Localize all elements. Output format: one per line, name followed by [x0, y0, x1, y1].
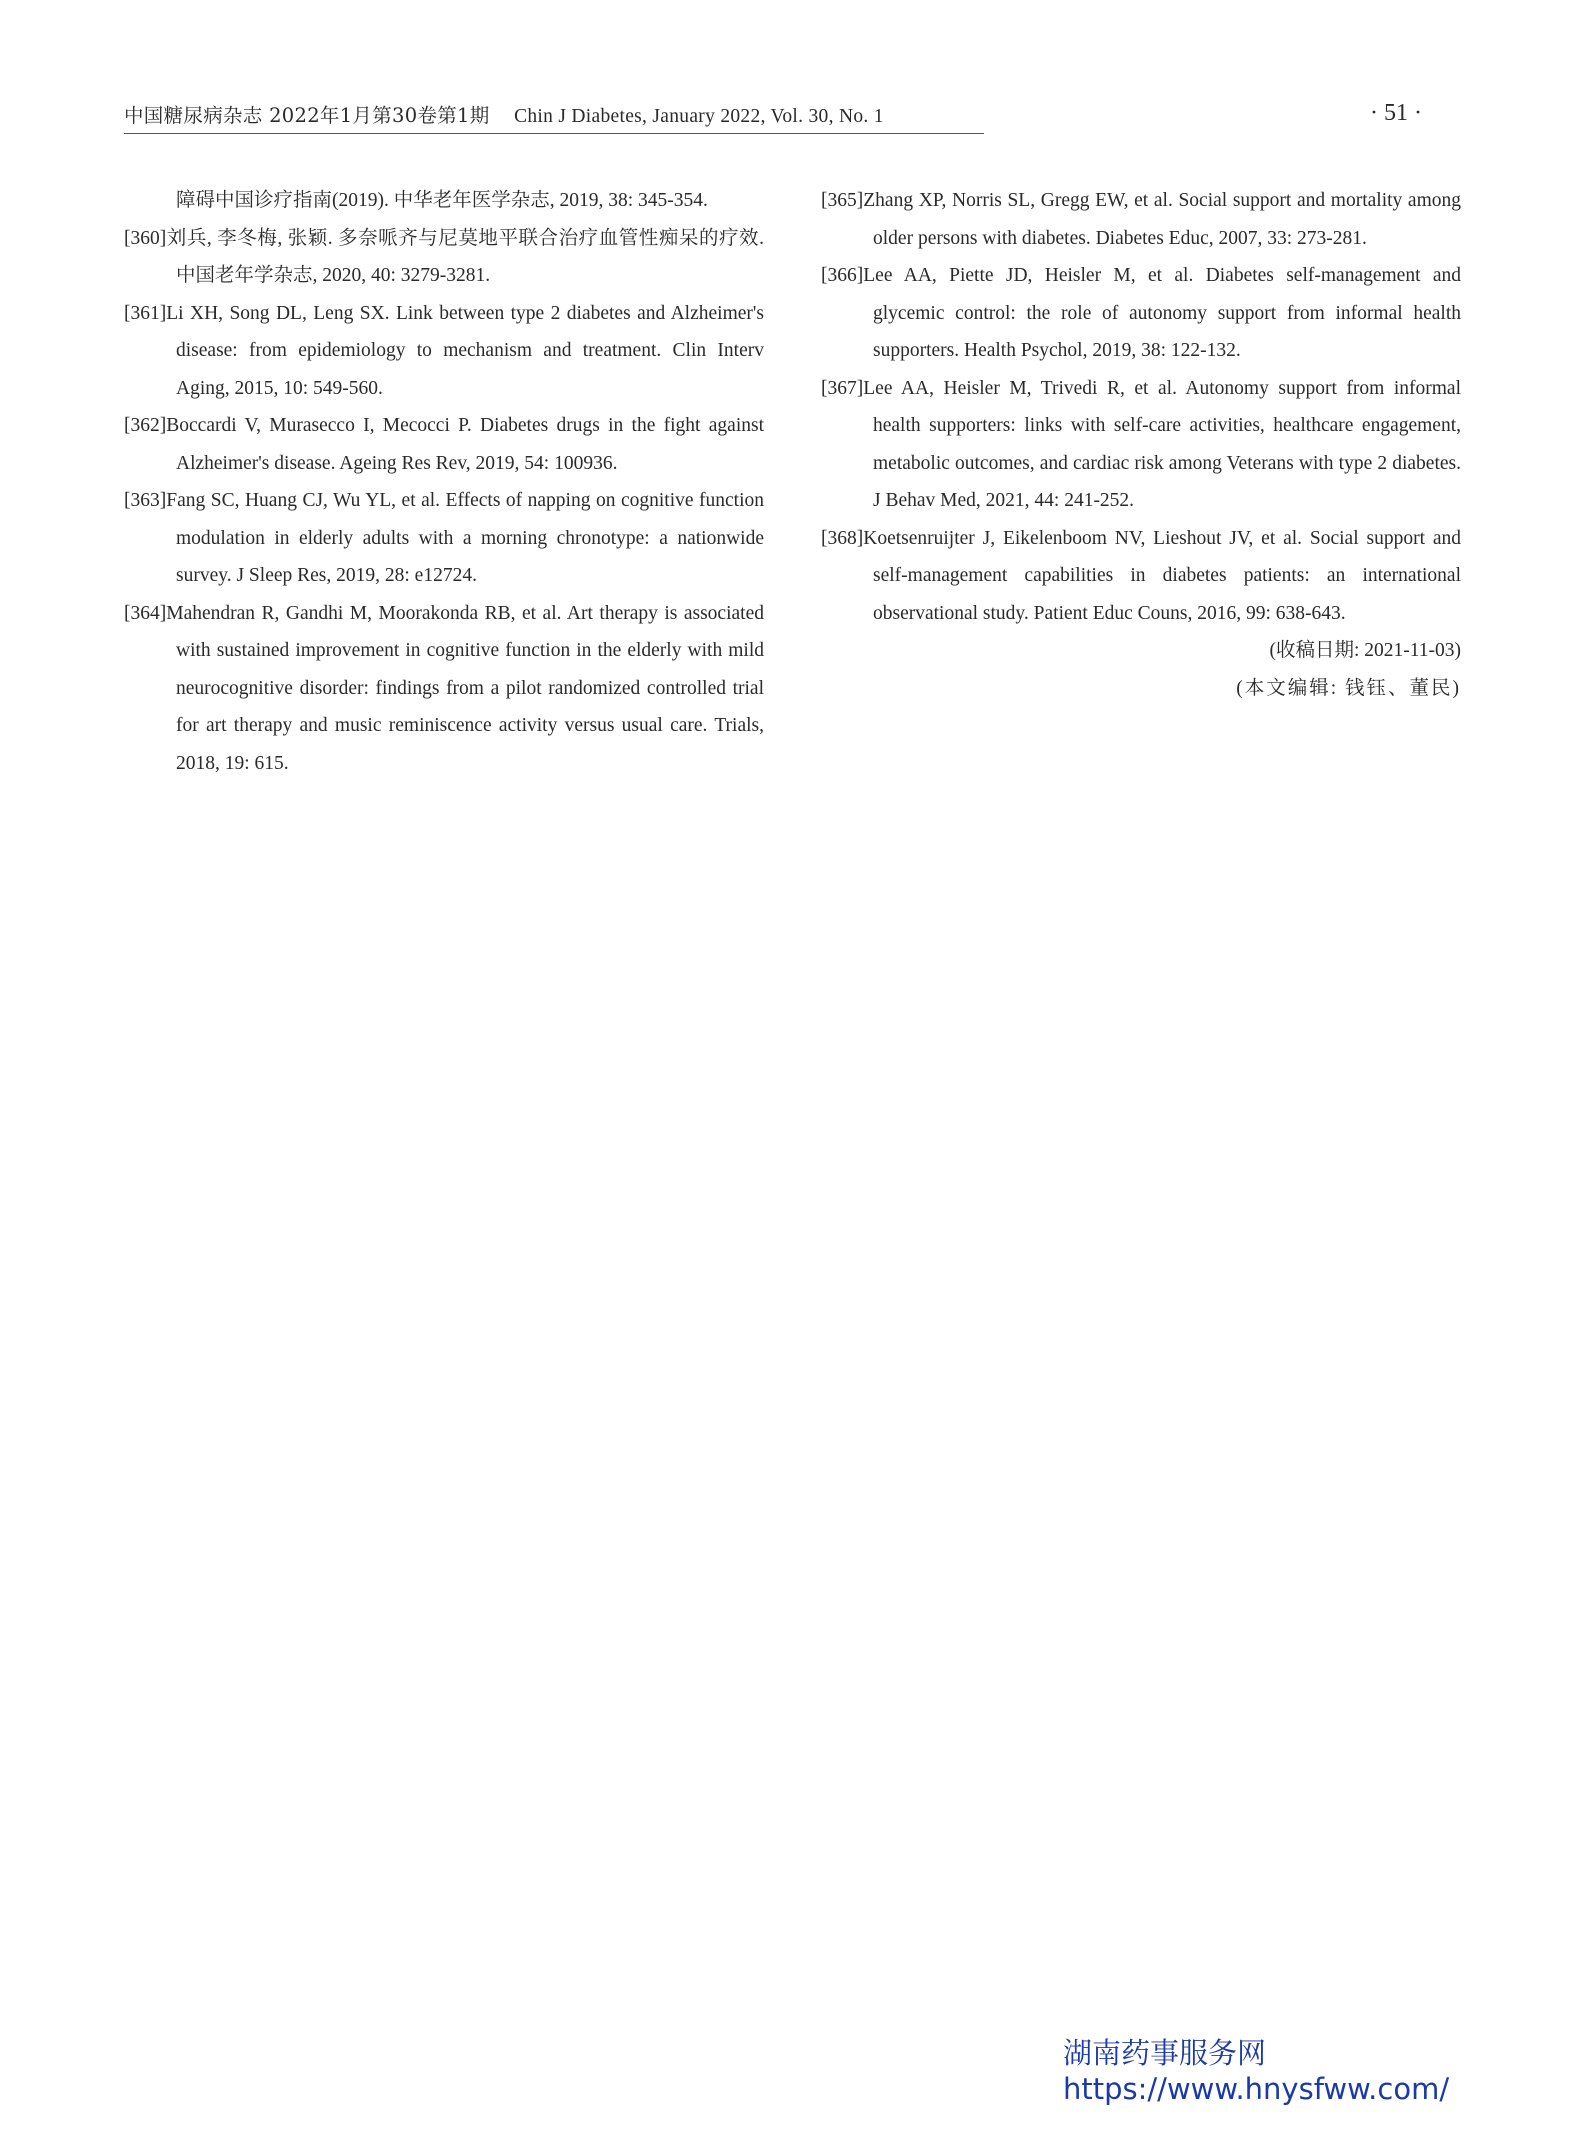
reference-item [124, 595, 764, 783]
reference-continuation: 障碍中国诊疗指南(2019). 中华老年医学杂志, 2019, 38: 345-354. [176, 190, 708, 211]
reference-text: Boccardi V, Murasecco I, Mecocci P. Diabetes drugs in the fight against Alzheimer's disease. Ageing Res Rev, 2019, 54: 100936. [166, 415, 764, 474]
reference-text: Lee AA, Piette JD, Heisler M, et al. Diabetes self-management and glycemic control: the role of autonomy support from informal health supporters. Health Psychol, 2019, 38: 122-132. [863, 265, 1461, 361]
reference-item [124, 295, 764, 408]
reference-text: Fang SC, Huang CJ, Wu YL, et al. Effects of napping on cognitive function modulation in elderly adults with a morning chronotype: a nationwide survey. J Sleep Res, 2019, 28: e12724. [166, 490, 764, 586]
journal-title-cn: 中国糖尿病杂志 2022年1月第30卷第1期 [124, 104, 490, 127]
reference-number: [362] [124, 415, 167, 436]
reference-text: 刘兵, 李冬梅, 张颖. 多奈哌齐与尼莫地平联合治疗血管性痴呆的疗效. 中国老年学杂志, 2020, 40: 3279-3281. [166, 227, 764, 286]
reference-item [821, 370, 1461, 520]
reference-number: [366] [821, 265, 864, 286]
received-date: (收稿日期: 2021-11-03) [1269, 640, 1461, 661]
reference-item [821, 257, 1461, 370]
reference-number: [363] [124, 490, 167, 511]
watermark-url[interactable]: https://www.hnysfww.com/ [1063, 2072, 1450, 2106]
reference-number: [365] [821, 190, 864, 211]
reference-text: Koetsenruijter J, Eikelenboom NV, Lieshout JV, et al. Social support and self-management capabilities in diabetes patients: an international observational study. Patient Educ Couns, 2016, 99: 638-643. [863, 527, 1461, 624]
reference-text: Lee AA, Heisler M, Trivedi R, et al. Autonomy support from informal health supporters: links with self-care activities, healthcare engagement, metabolic outcomes, and cardiac risk among Veterans with type 2 diabetes. J Behav Med, 2021, 44: 241-252. [863, 377, 1461, 511]
reference-item [124, 482, 764, 595]
page-number: · 51 · [1370, 100, 1422, 126]
journal-title-en: Chin J Diabetes, January 2022, Vol. 30, No. 1 [514, 106, 884, 127]
reference-text: Mahendran R, Gandhi M, Moorakonda RB, et al. Art therapy is associated with sustained improvement in cognitive function in the elderly with mild neurocognitive disorder: findings from a pilot randomized controlled trial for art therapy and music reminiscence activity versus usual care. Trials, 2018, 19: 615. [166, 602, 764, 774]
reference-number: [364] [124, 602, 167, 624]
running-header [124, 100, 984, 134]
reference-number: [367] [821, 377, 864, 399]
right-column [821, 182, 1461, 707]
reference-number: [368] [821, 527, 864, 549]
reference-text: Li XH, Song DL, Leng SX. Link between type 2 diabetes and Alzheimer's disease: from epidemiology to mechanism and treatment. Clin Interv Aging, 2015, 10: 549-560. [166, 302, 764, 399]
reference-item [821, 182, 1461, 257]
left-column [124, 182, 764, 782]
reference-item [124, 407, 764, 482]
reference-text: Zhang XP, Norris SL, Gregg EW, et al. Social support and mortality among older persons with diabetes. Diabetes Educ, 2007, 33: 273-281. [863, 190, 1461, 249]
watermark-name: 湖南药事服务网 [1063, 2036, 1267, 2070]
site-watermark [1063, 2035, 1449, 2107]
reference-number: [360] [124, 227, 167, 249]
editor-note: (本文编辑: 钱钰、董民) [1236, 677, 1461, 699]
reference-item [821, 520, 1461, 633]
reference-item [124, 220, 764, 295]
reference-number: [361] [124, 302, 167, 324]
